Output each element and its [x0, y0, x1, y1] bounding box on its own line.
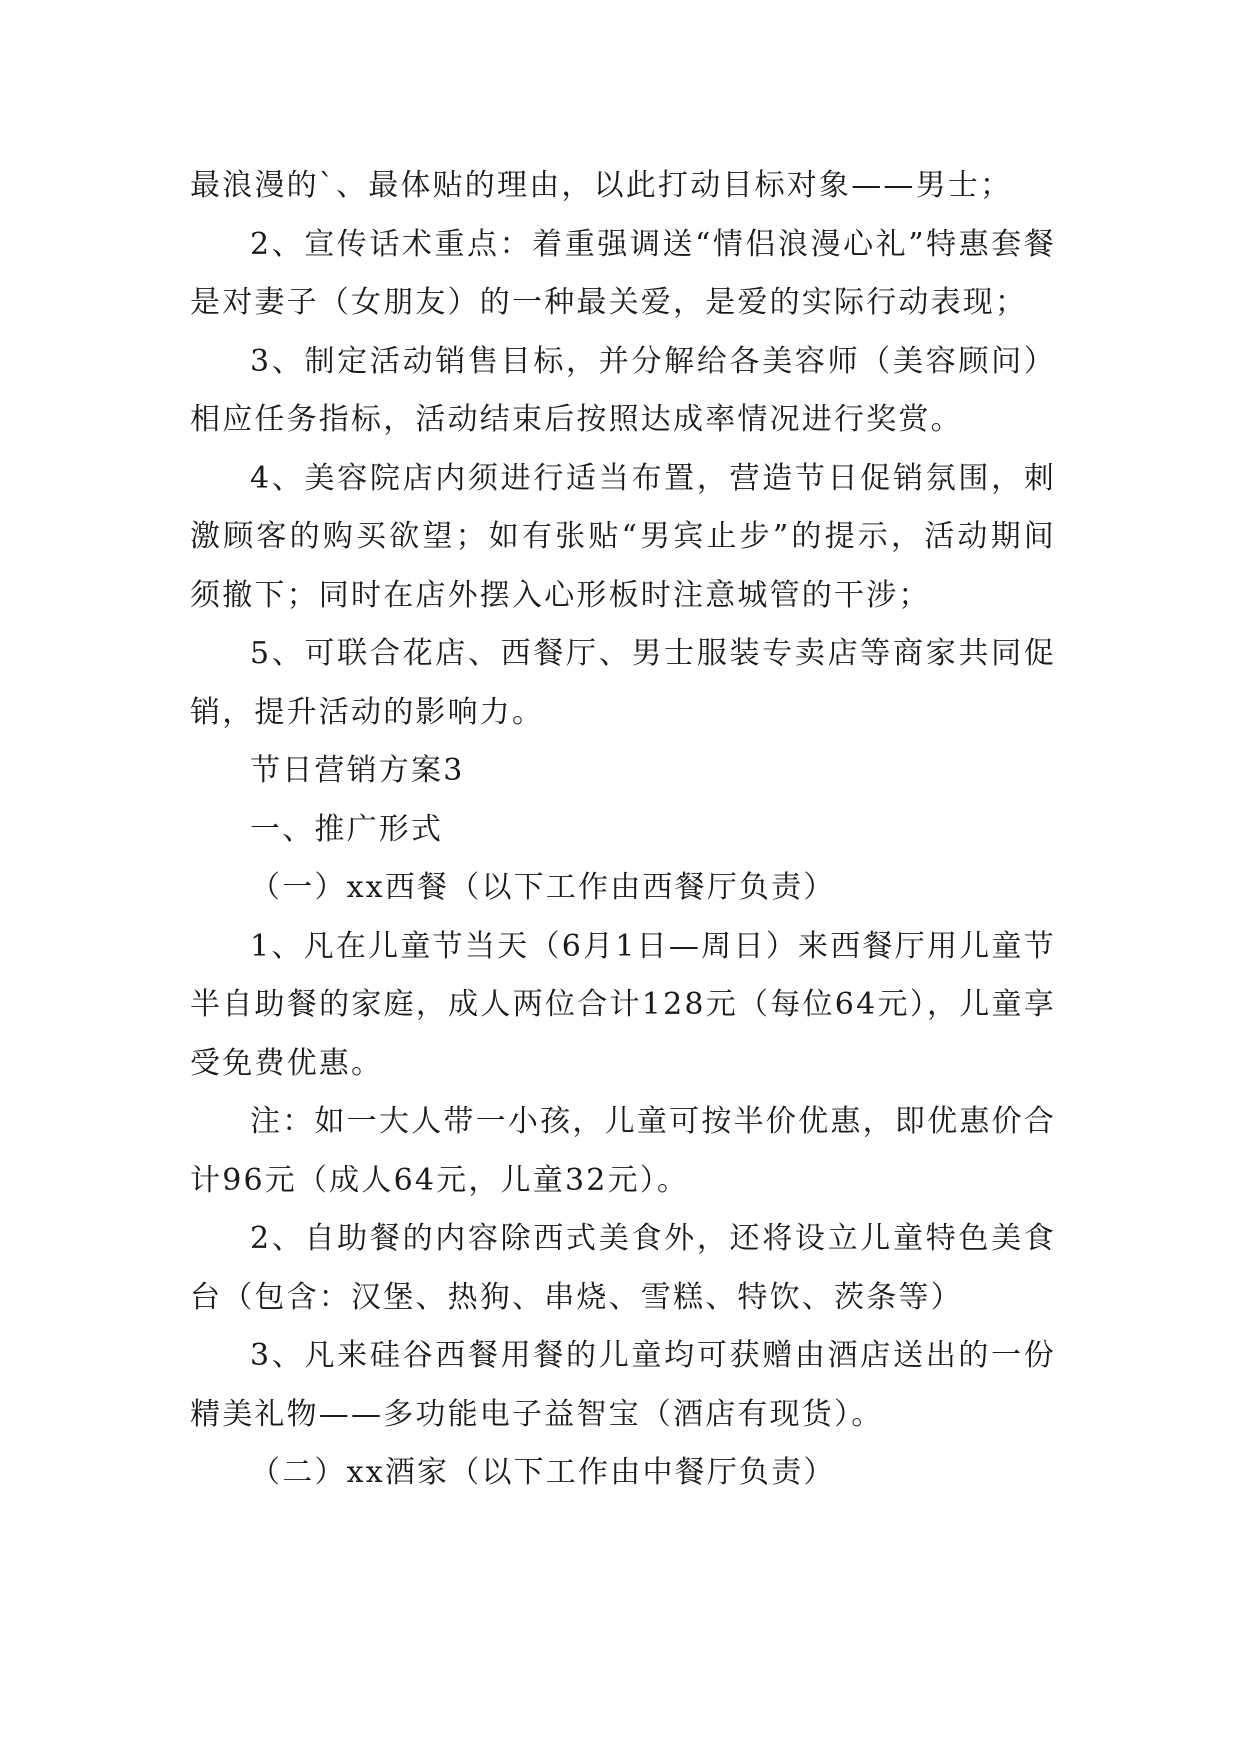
paragraph-item-3: 3、制定活动销售目标，并分解给各美容师（美容顾问）相应任务指标，活动结束后按照达成率情况进行奖赏。	[190, 343, 1056, 437]
document-body	[190, 157, 1056, 1503]
section-heading: 一、推广形式	[250, 811, 444, 847]
subsection-heading-1: （一）xx西餐（以下工作由西餐厅负责）	[250, 870, 836, 905]
paragraph-item-4: 4、美容院店内须进行适当布置，营造节日促销氛围，刺激顾客的购买欲望；如有张贴“男宾止步”的提示，活动期间须撤下；同时在店外摆入心形板时注意城管的干涉；	[190, 460, 1056, 613]
paragraph-continuation: 最浪漫的`、最体贴的理由，以此打动目标对象——男士；	[190, 168, 1013, 203]
paragraph-note: 注：如一大人带一小孩，儿童可按半价优惠，即优惠价合计96元（成人64元，儿童32元）。	[190, 1104, 1056, 1198]
paragraph-item-1: 1、凡在儿童节当天（6月1日—周日）来西餐厅用儿童节半自助餐的家庭，成人两位合计128元（每位64元），儿童享受免费优惠。	[190, 928, 1056, 1081]
paragraph-item-3b: 3、凡来硅谷西餐用餐的儿童均可获赠由酒店送出的一份精美礼物——多功能电子益智宝（酒店有现货）。	[190, 1338, 1056, 1432]
paragraph-item-2b: 2、自助餐的内容除西式美食外，还将设立儿童特色美食台（包含：汉堡、热狗、串烧、雪糕、特饮、茨条等）	[190, 1221, 1056, 1315]
paragraph-item-5: 5、可联合花店、西餐厅、男士服装专卖店等商家共同促销，提升活动的影响力。	[190, 636, 1056, 730]
subsection-heading-2: （二）xx酒家（以下工作由中餐厅负责）	[250, 1455, 836, 1490]
section-title: 节日营销方案3	[250, 753, 465, 788]
paragraph-item-2: 2、宣传话术重点：着重强调送“情侣浪漫心礼”特惠套餐是对妻子（女朋友）的一种最关爱，是爱的实际行动表现；	[190, 226, 1056, 320]
